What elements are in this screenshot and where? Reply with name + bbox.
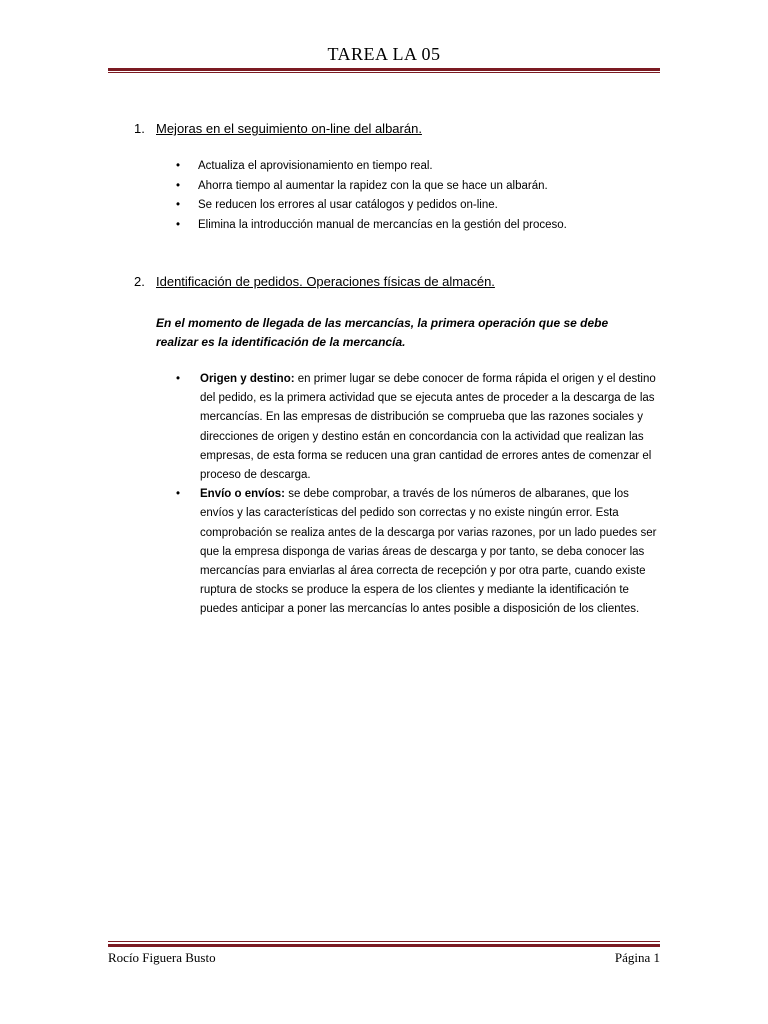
footer-page-number: Página 1: [614, 950, 660, 965]
bullet-text: Ahorra tiempo al aumentar la rapidez con la que se hace un albarán.: [198, 179, 548, 192]
list-item: [132, 370, 664, 485]
section-heading: [134, 121, 662, 136]
bullet-list: [132, 370, 664, 620]
bullet-body: se debe comprobar, a través de los números de albaranes, que los envíos y las características del pedido son correctas y no existe ningún error. Esta comprobación se realiza antes de la descarga por varias razones, por un lado puedes ser que la empresa disponga de varias áreas de descarga y por tanto, se deba conocer las mercancías para enviarlas al área correcta de recepción y por otra parte, cuando existe ruptura de stocks se produce la espera de los clientes y mediante la identificación te puedes anticipar a poner las mercancías lo antes posible a disposición de los clientes.: [200, 488, 657, 616]
section-intro: En el momento de llegada de las mercancías, la primera operación que se debe realizar es la identificación de la mercancía.: [156, 316, 609, 349]
bullet-icon: •: [176, 179, 181, 192]
section-2: [134, 274, 662, 616]
section-title: Mejoras en el seguimiento on-line del albarán.: [156, 121, 422, 136]
section-title: Identificación de pedidos. Operaciones físicas de almacén.: [156, 274, 495, 289]
bullet-text: [200, 485, 664, 619]
list-item: [132, 177, 662, 197]
bullet-text: [200, 370, 664, 485]
page-header-title: TAREA LA 05: [327, 44, 441, 64]
bullet-lead: Envío o envíos:: [200, 488, 285, 501]
list-item: [132, 157, 662, 177]
list-item: [132, 216, 662, 236]
bullet-text: Se reducen los errores al usar catálogos y pedidos on-line.: [198, 199, 498, 211]
section-heading: [134, 274, 662, 289]
footer-author: Rocío Figuera Busto: [108, 950, 216, 965]
bullet-body: en primer lugar se debe conocer de forma rápida el origen y el destino del pedido, es la primera actividad que se ejecuta antes de proceder a la descarga de las mercancías. En las empresas de distribución se comprueba que las razones sociales y direcciones de origen y destino están en concordancia con la actividad que realizan las empresas, de esta forma se reducen una gran cantidad de errores antes de comenzar el proceso de descarga.: [200, 373, 656, 482]
bullet-list: [132, 157, 662, 235]
bullet-icon: •: [176, 199, 181, 211]
bullet-text: Elimina la introducción manual de mercancías en la gestión del proceso.: [198, 218, 567, 231]
section-1: [134, 121, 662, 231]
bullet-icon: •: [176, 160, 181, 172]
bullet-lead: Origen y destino:: [200, 373, 295, 385]
bullet-icon: •: [176, 218, 181, 231]
footer-rule-thin: [108, 941, 660, 942]
header-rule-thin: [108, 72, 660, 73]
list-item: [132, 485, 664, 619]
list-item: [132, 196, 662, 216]
bullet-text: Actualiza el aprovisionamiento en tiempo real.: [198, 160, 433, 172]
bullet-icon: •: [176, 373, 181, 385]
section-number: 2.: [134, 274, 145, 289]
header-rule-thick: [108, 68, 660, 71]
bullet-icon: •: [176, 488, 181, 501]
section-number: 1.: [134, 121, 145, 136]
footer-rule-thick: [108, 944, 660, 947]
